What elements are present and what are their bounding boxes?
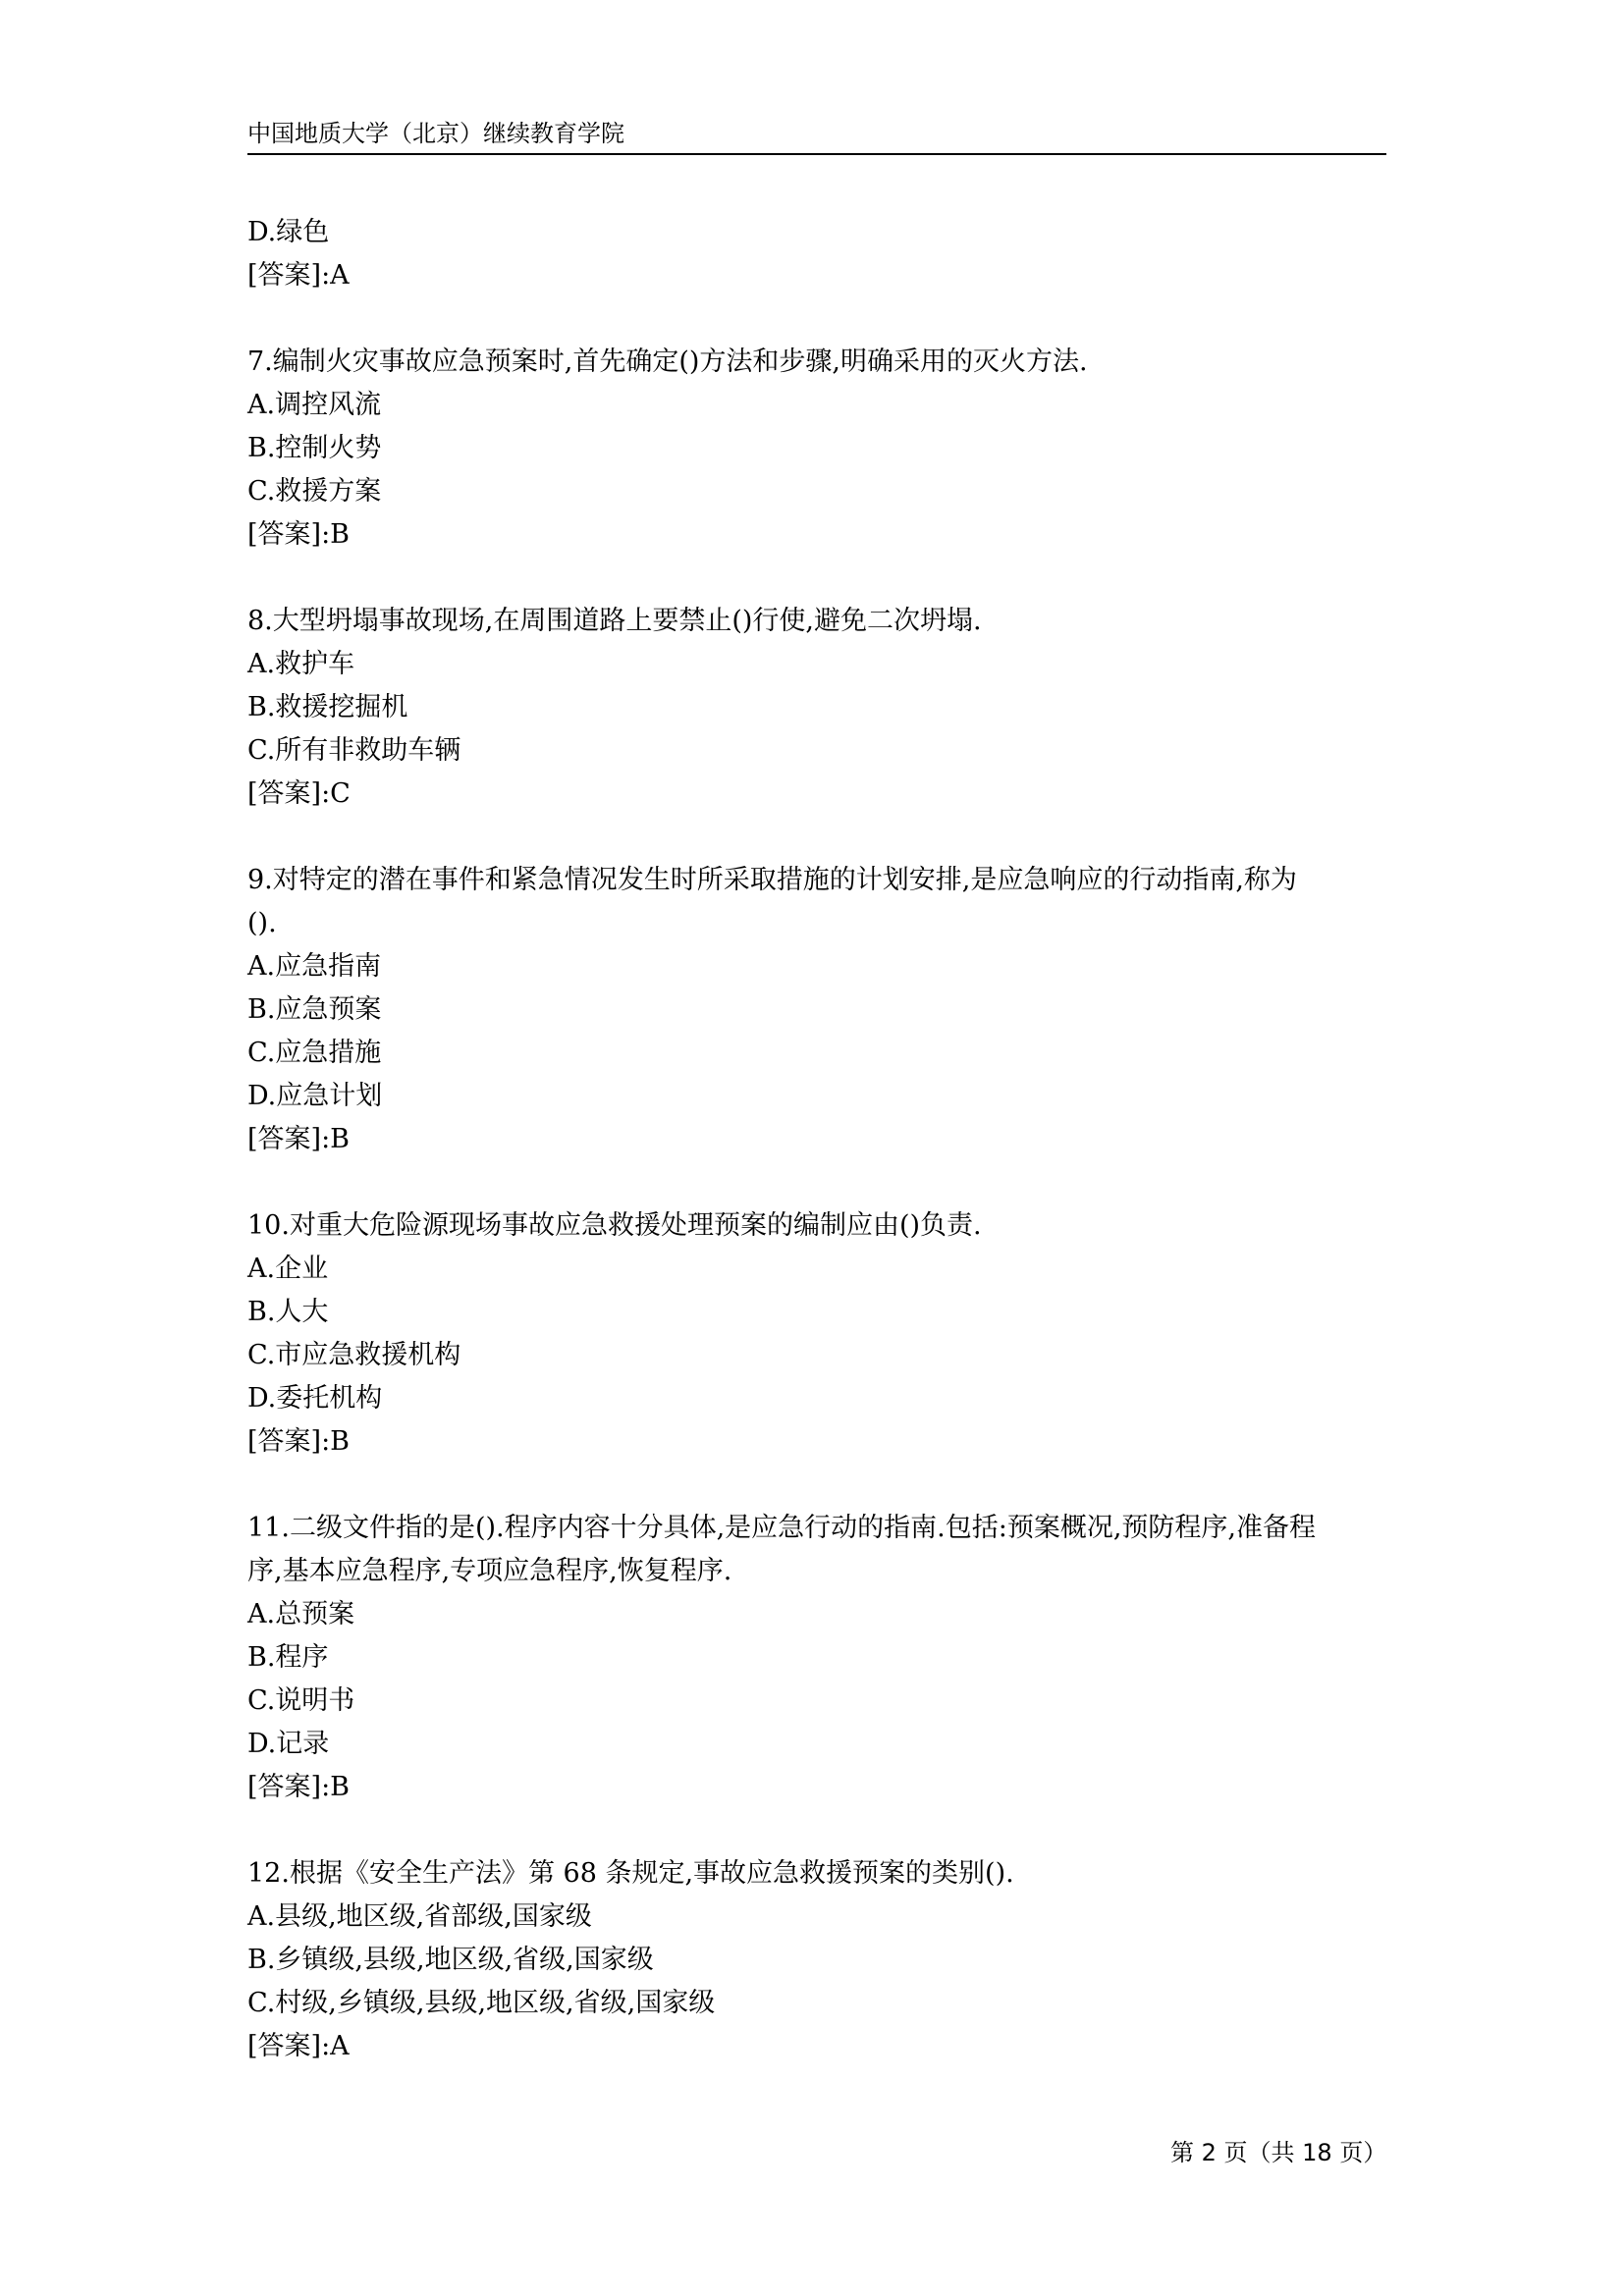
text-line: D.绿色 (247, 217, 330, 247)
option-line: C.说明书 (247, 1685, 355, 1716)
institution-title: 中国地质大学（北京）继续教育学院 (247, 120, 624, 147)
answer-line: [答案]:B (247, 519, 351, 550)
question-line: 序,基本应急程序,专项应急程序,恢复程序. (247, 1556, 732, 1586)
blank-line (247, 557, 1386, 600)
answer-line: [答案]:A (247, 2031, 350, 2061)
question-line: 12.根据《安全生产法》第 68 条规定,事故应急救援预案的类别(). (247, 1858, 1014, 1889)
blank-line (247, 816, 1386, 859)
option-line: D.应急计划 (247, 1081, 383, 1111)
option-line: C.村级,乡镇级,县级,地区级,省级,国家级 (247, 1988, 716, 2018)
blank-line (247, 1464, 1386, 1507)
option-line: D.委托机构 (247, 1383, 383, 1414)
option-line: C.市应急救援机构 (247, 1340, 461, 1370)
option-line: B.救援挖掘机 (247, 692, 408, 722)
option-line: D.记录 (247, 1729, 330, 1759)
option-line: A.县级,地区级,省部级,国家级 (247, 1901, 592, 1932)
question-line: 9.对特定的潜在事件和紧急情况发生时所采取措施的计划安排,是应急响应的行动指南,称为 (247, 865, 1297, 895)
option-line: B.乡镇级,县级,地区级,省级,国家级 (247, 1945, 654, 1975)
question-line: 7.编制火灾事故应急预案时,首先确定()方法和步骤,明确采用的灭火方法. (247, 347, 1088, 377)
blank-line (247, 1809, 1386, 1852)
option-line: B.程序 (247, 1642, 329, 1673)
question-line: (). (247, 908, 277, 938)
question-line: 11.二级文件指的是().程序内容十分具体,是应急行动的指南.包括:预案概况,预防程序,准备程 (247, 1513, 1317, 1543)
answer-line: [答案]:B (247, 1426, 351, 1457)
page-header (247, 114, 1386, 155)
option-line: C.应急措施 (247, 1038, 382, 1068)
option-line: A.应急指南 (247, 951, 382, 982)
answer-line: [答案]:B (247, 1772, 351, 1802)
option-line: B.人大 (247, 1297, 329, 1327)
option-line: A.企业 (247, 1254, 329, 1284)
blank-line (247, 1161, 1386, 1204)
answer-line: [答案]:C (247, 778, 351, 809)
option-line: B.应急预案 (247, 994, 382, 1025)
option-line: A.总预案 (247, 1599, 355, 1629)
document-body (247, 211, 1386, 2068)
option-line: C.所有非救助车辆 (247, 735, 461, 766)
text-line: [答案]:A (247, 260, 350, 291)
question-line: 8.大型坍塌事故现场,在周围道路上要禁止()行使,避免二次坍塌. (247, 606, 982, 636)
option-line: B.控制火势 (247, 433, 382, 463)
blank-line (247, 297, 1386, 341)
question-line: 10.对重大危险源现场事故应急救援处理预案的编制应由()负责. (247, 1210, 982, 1241)
page-number: 第 2 页（共 18 页） (1170, 2139, 1387, 2166)
option-line: C.救援方案 (247, 476, 382, 507)
option-line: A.救护车 (247, 649, 355, 679)
answer-line: [答案]:B (247, 1124, 351, 1154)
option-line: A.调控风流 (247, 390, 382, 420)
